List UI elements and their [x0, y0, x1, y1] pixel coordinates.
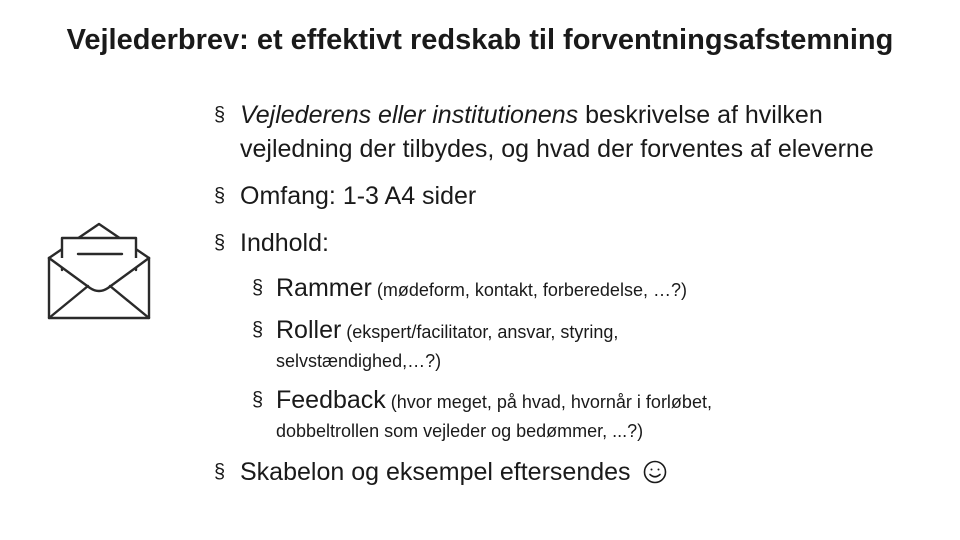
- sub-list-item: [214, 315, 934, 375]
- sub-item-main: Feedback: [276, 386, 386, 414]
- bullet-icon: §: [214, 185, 226, 207]
- bullet-icon: §: [252, 319, 264, 341]
- item-text: Skabelon og eksempel eftersendes: [240, 458, 631, 486]
- list-item: [214, 226, 934, 260]
- sub-item-detail: (hvor meget, på hvad, hvornår i forløbet,: [385, 392, 712, 412]
- list-item: [214, 455, 934, 493]
- list-item: [214, 98, 934, 166]
- list-item: [214, 179, 934, 213]
- bullet-icon: §: [252, 389, 264, 411]
- bullet-icon: §: [252, 277, 264, 299]
- slide-title: Vejlederbrev: et effektivt redskab til forventningsafstemning: [66, 24, 894, 56]
- sub-item-detail: (mødeform, kontakt, forberedelse, …?): [371, 280, 687, 300]
- sub-item-main: Rammer: [276, 274, 372, 302]
- bullet-icon: §: [214, 232, 226, 254]
- bullet-list: [214, 98, 934, 506]
- item-italic-text: Vejlederens eller institutionens: [240, 101, 579, 129]
- bullet-icon: §: [214, 104, 226, 126]
- sub-item-detail-continued: dobbeltrollen som vejleder og bedømmer, ...?): [276, 421, 644, 441]
- sub-list-item: [214, 273, 934, 305]
- sub-item-detail-continued: selvstændighed,…?): [276, 351, 442, 371]
- sub-list-item: [214, 385, 934, 445]
- item-text: Indhold:: [240, 229, 329, 257]
- bullet-icon: §: [214, 461, 226, 483]
- item-text: Omfang: 1-3 A4 sider: [240, 182, 477, 210]
- sub-item-main: Roller: [276, 316, 342, 344]
- envelope-letter-icon: [44, 218, 154, 322]
- smiley-icon: [643, 459, 667, 493]
- sub-item-detail: (ekspert/facilitator, ansvar, styring,: [341, 322, 619, 342]
- item-text: beskrivelse af hvilken vejledning der tilbydes, og hvad der forventes af eleverne: [240, 101, 874, 163]
